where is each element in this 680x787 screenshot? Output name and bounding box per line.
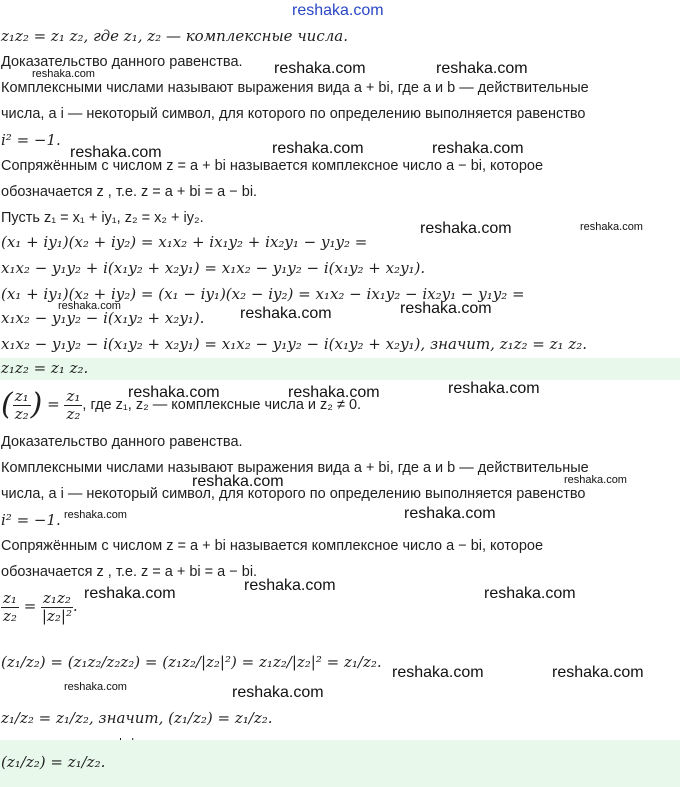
- proof-step: x₁x₂ − y₁y₂ + i(x₁y₂ + x₂y₁) = x₁x₂ − y₁y₂ − i(x₁y₂ + x₂y₁).: [1, 259, 426, 277]
- watermark: reshaka.com: [484, 585, 576, 602]
- definition-line: i² = −1.: [1, 131, 61, 149]
- watermark: reshaka.com: [32, 68, 95, 80]
- definition-line: числа, а i — некоторый символ, для которого по определению выполняется равенство: [1, 486, 586, 502]
- watermark: reshaka.com: [232, 684, 324, 701]
- watermark: reshaka.com: [274, 60, 366, 77]
- statement-1: z₁z₂ = z₁ z₂, где z₁, z₂ — комплексные числа.: [1, 27, 348, 45]
- watermark: reshaka.com: [70, 144, 162, 161]
- definition-line: i² = −1.: [1, 511, 61, 529]
- proof-step: x₁x₂ − y₁y₂ − i(x₁y₂ + x₂y₁) = x₁x₂ − y₁y₂ − i(x₁y₂ + x₂y₁), значит, z₁z₂ = z₁ z₂.: [1, 335, 588, 353]
- watermark: reshaka.com: [288, 384, 380, 401]
- conclusion-2: (z₁/z₂) = z₁/z₂.: [0, 740, 680, 787]
- fraction: $\frac{\text{z₁}}{\text{z₂}}$: [14, 386, 29, 423]
- watermark: reshaka.com: [564, 474, 627, 486]
- conjugate-definition: обозначается z , т.е. z = a + bi = a − bi.: [1, 564, 258, 580]
- watermark: reshaka.com: [420, 220, 512, 237]
- proof-heading-1: Доказательство данного равенства.: [1, 54, 243, 70]
- watermark: reshaka.com: [58, 300, 121, 312]
- conjugate-definition: Сопряжённым с числом z = a + bi называется комплексное число a − bi, которое: [1, 158, 544, 174]
- proof-step: z₁/z₂ = z₁/z₂, значит, (z₁/z₂) = z₁/z₂.: [1, 709, 273, 727]
- proof-step: Пусть z₁ = x₁ + iy₁, z₂ = x₂ + iy₂.: [1, 210, 204, 226]
- proof-step: (x₁ + iy₁)(x₂ + iy₂) = (x₁ − iy₁)(x₂ − iy₂) = x₁x₂ − ix₁y₂ − ix₂y₁ − y₁y₂ =: [1, 285, 525, 303]
- watermark: reshaka.com: [240, 305, 332, 322]
- watermark: reshaka.com: [432, 140, 524, 157]
- proof-step: (z₁/z₂) = (z₁z₂/z₂z₂) = (z₁z₂/|z₂|²) = z₁z₂/|z₂|² = z₁/z₂.: [1, 653, 382, 671]
- watermark: reshaka.com: [448, 380, 540, 397]
- fraction: $\frac{\text{z₁}}{\text{z₂}}$: [3, 588, 17, 625]
- proof-step: $\frac{\text{z₁}}{\text{z₂}}$ = $\frac{\text{z₁z₂}}{\text{|z₂|²}}$ .: [3, 588, 78, 625]
- fraction: $\frac{\text{z₁}}{\text{z₂}}$: [66, 386, 81, 423]
- statement-2: ( $\frac{\text{z₁}}{\text{z₂}}$ ) = $\frac{\text{z₁}}{\text{z₂}}$ , где z₁, z₂ — комплексные числа и z₂ ≠ 0.: [1, 386, 362, 423]
- site-logo[interactable]: reshaka.com: [292, 2, 384, 19]
- definition-line: Комплексными числами называют выражения вида a + bi, где a и b — действительные: [1, 80, 589, 96]
- watermark: reshaka.com: [272, 140, 364, 157]
- definition-line: числа, а i — некоторый символ, для которого по определению выполняется равенство: [1, 106, 586, 122]
- watermark: reshaka.com: [192, 473, 284, 490]
- fraction: $\frac{\text{z₁z₂}}{\text{|z₂|²}}$: [41, 588, 72, 625]
- conjugate-definition: Сопряжённым с числом z = a + bi называется комплексное число a − bi, которое: [1, 538, 544, 554]
- proof-heading-2: Доказательство данного равенства.: [1, 434, 243, 450]
- watermark: reshaka.com: [128, 384, 220, 401]
- conclusion-1: z₁z₂ = z₁ z₂.: [0, 358, 680, 380]
- watermark: reshaka.com: [64, 509, 127, 521]
- watermark: reshaka.com: [436, 60, 528, 77]
- watermark: reshaka.com: [580, 221, 643, 233]
- watermark: reshaka.com: [552, 664, 644, 681]
- watermark: reshaka.com: [64, 681, 127, 693]
- proof-step: x₁x₂ − y₁y₂ − i(x₁y₂ + x₂y₁).: [1, 309, 205, 327]
- conjugate-definition: обозначается z , т.е. z = a + bi = a − bi.: [1, 184, 258, 200]
- definition-line: Комплексными числами называют выражения вида a + bi, где a и b — действительные: [1, 460, 589, 476]
- watermark: reshaka.com: [244, 577, 336, 594]
- watermark: reshaka.com: [392, 664, 484, 681]
- watermark: reshaka.com: [400, 300, 492, 317]
- watermark: reshaka.com: [84, 585, 176, 602]
- watermark: reshaka.com: [404, 505, 496, 522]
- proof-step: (x₁ + iy₁)(x₂ + iy₂) = x₁x₂ + ix₁y₂ + ix₂y₁ − y₁y₂ =: [1, 233, 368, 251]
